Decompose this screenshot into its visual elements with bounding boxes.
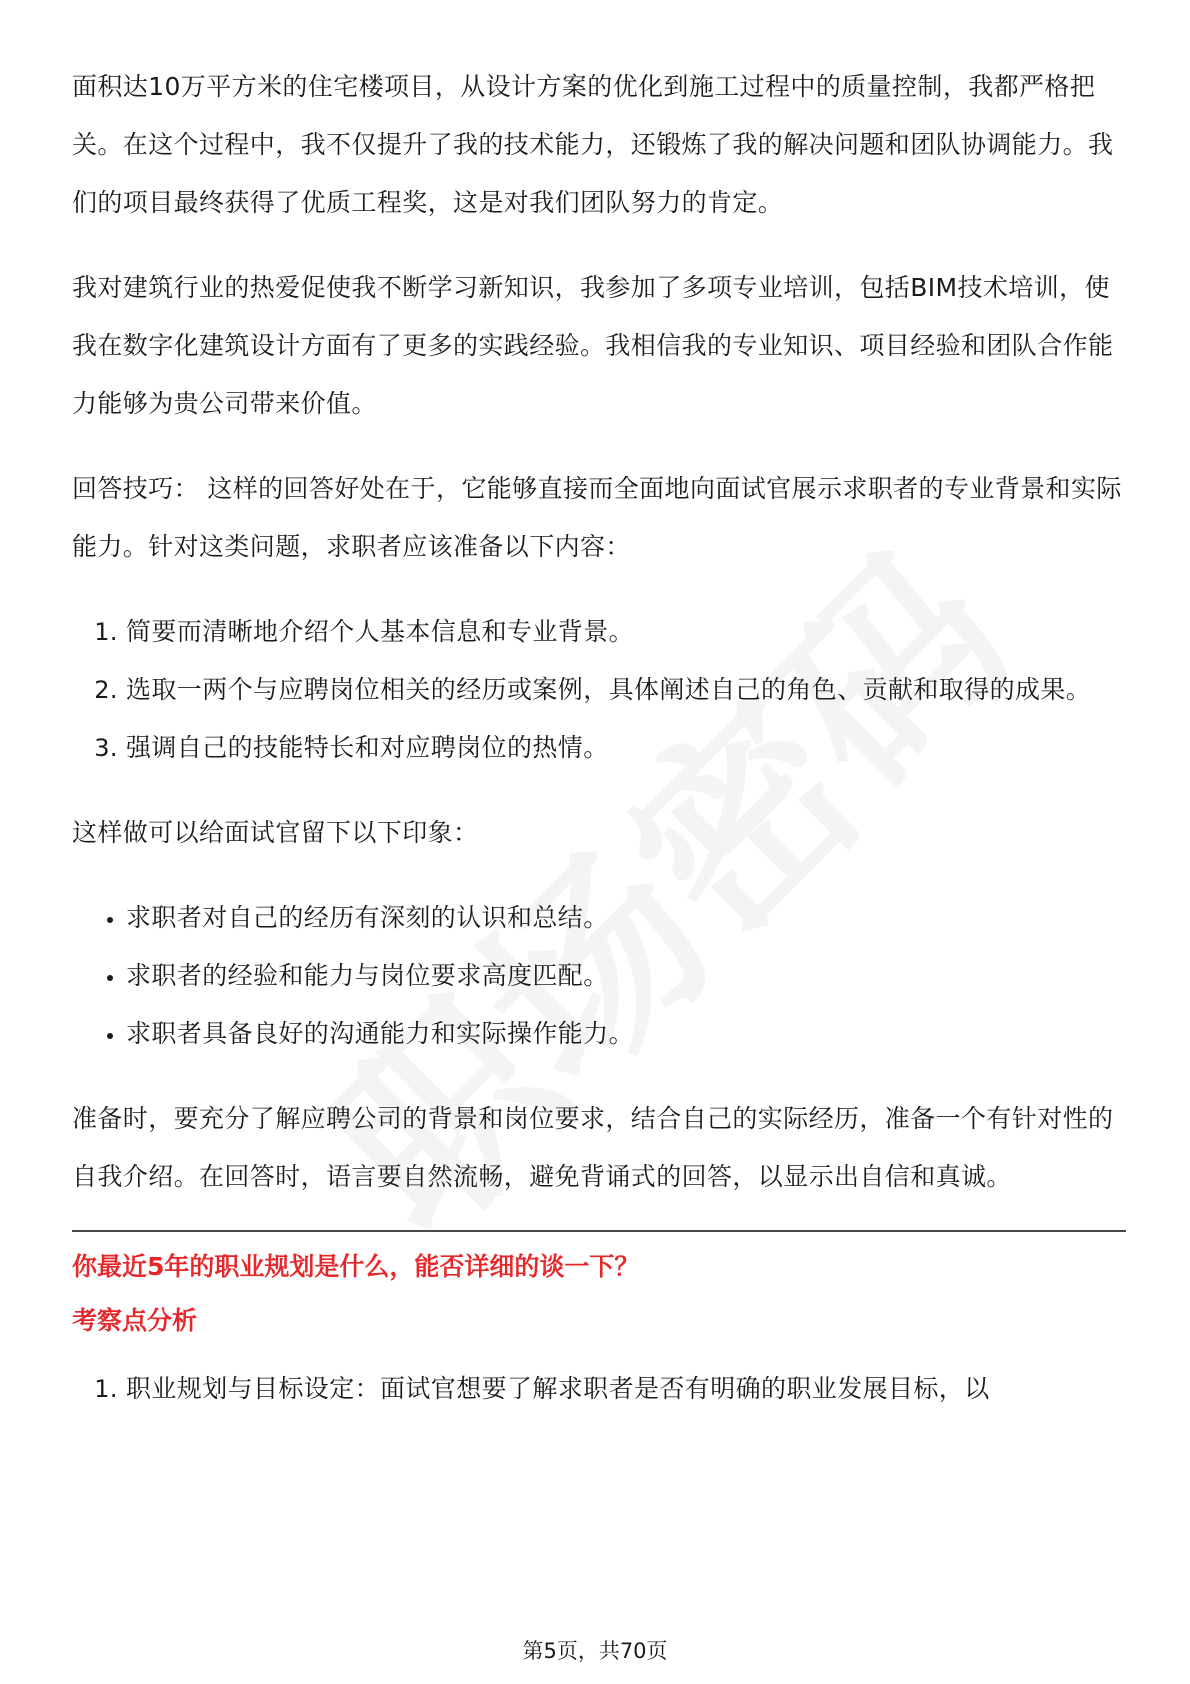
paragraph-tips: 回答技巧： 这样的回答好处在于，它能够直接而全面地向面试官展示求职者的专业背景和实际能力。针对这类问题，求职者应该准备以下内容：: [72, 474, 1122, 561]
list-item: 2. 选取一两个与应聘岗位相关的经历或案例，具体阐述自己的角色、贡献和取得的成果。: [126, 661, 1126, 719]
list-item: • 求职者对自己的经历有深刻的认识和总结。: [126, 889, 1126, 947]
analysis-heading: 考察点分析: [72, 1306, 198, 1335]
paragraph-impression: 这样做可以给面试官留下以下印象：: [72, 818, 479, 847]
list-item: • 求职者的经验和能力与岗位要求高度匹配。: [126, 947, 1126, 1005]
tips-list: [72, 603, 1126, 777]
section-divider: [72, 1230, 1126, 1232]
list-item: 1. 职业规划与目标设定：面试官想要了解求职者是否有明确的职业发展目标，以: [126, 1360, 1126, 1418]
impression-list: [72, 889, 1126, 1063]
document-page: [72, 58, 1126, 1418]
paragraph-training: 我对建筑行业的热爱促使我不断学习新知识，我参加了多项专业培训，包括BIM技术培训，使我在数字化建筑设计方面有了更多的实践经验。我相信我的专业知识、项目经验和团队合作能力能够为贵公司带来价值。: [72, 273, 1114, 418]
page-footer: 第5页，共70页: [522, 1639, 668, 1663]
list-item: 3. 强调自己的技能特长和对应聘岗位的热情。: [126, 719, 1126, 777]
paragraph-project: 面积达10万平方米的住宅楼项目，从设计方案的优化到施工过程中的质量控制，我都严格把关。在这个过程中，我不仅提升了我的技术能力，还锻炼了我的解决问题和团队协调能力。我们的项目最终获得了优质工程奖，这是对我们团队努力的肯定。: [72, 72, 1114, 217]
question-title: 你最近5年的职业规划是什么，能否详细的谈一下？: [72, 1252, 640, 1281]
list-item: • 求职者具备良好的沟通能力和实际操作能力。: [126, 1005, 1126, 1063]
analysis-list: [72, 1360, 1126, 1418]
list-item: 1. 简要而清晰地介绍个人基本信息和专业背景。: [126, 603, 1126, 661]
paragraph-preparation: 准备时，要充分了解应聘公司的背景和岗位要求，结合自己的实际经历，准备一个有针对性的自我介绍。在回答时，语言要自然流畅，避免背诵式的回答，以显示出自信和真诚。: [72, 1104, 1114, 1191]
